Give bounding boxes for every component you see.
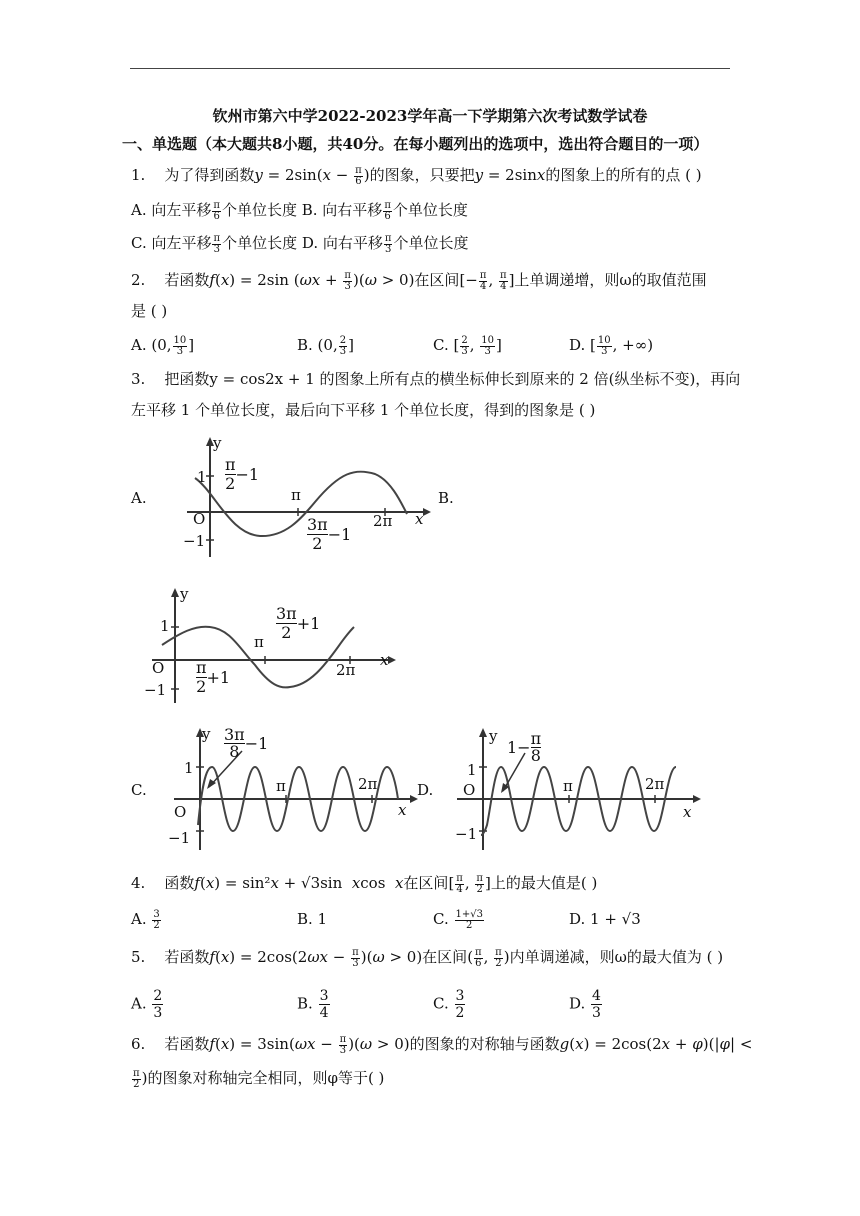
graph-d-neg1: −1 — [455, 825, 478, 843]
graph-b-y-label: y — [180, 585, 189, 603]
q3-label-d: D. — [417, 781, 434, 799]
graph-c-origin: O — [174, 803, 187, 821]
graph-b-one: 1 — [160, 617, 170, 635]
graph-b-x-label: x — [380, 651, 389, 669]
graph-d — [445, 725, 705, 855]
question-3-cont: 左平移 1 个单位长度，最后向下平移 1 个单位长度，得到的图象是 ( ) — [131, 401, 596, 419]
graph-c-svg — [162, 725, 422, 855]
question-6: 6. 若函数f(x) = 3sin(ωx − $\frac{\pi}{3}$ )(ω > 0)的图象的对称轴与函数g(x) = 2cos(2x + φ)(|φ| < — [131, 1033, 753, 1056]
section-heading: 一、单选题（本大题共8小题，共40分。在每小题列出的选项中，选出符合题目的一项） — [122, 135, 709, 153]
graph-a-y-label: y — [213, 434, 222, 452]
graph-a-origin: O — [193, 510, 206, 528]
graph-b-pi: π — [254, 633, 264, 651]
graph-a-neg1: −1 — [183, 532, 206, 550]
graph-a-one: 1 — [197, 468, 207, 486]
q3-label-a: A. — [131, 489, 147, 507]
graph-c-pi: π — [276, 777, 286, 795]
graph-b-2pi: 2π — [336, 661, 356, 679]
graph-b-neg1: −1 — [144, 681, 167, 699]
q3-label-c: C. — [131, 781, 147, 799]
graph-a-pi: π — [291, 486, 301, 504]
graph-c-one: 1 — [184, 759, 194, 777]
graph-c — [162, 725, 422, 855]
question-3: 3. 把函数y = cos2x + 1 的图象上所有点的横坐标伸长到原来的 2 倍(纵坐标不变)，再向 — [131, 370, 741, 388]
question-2: 2. 若函数f(x) = 2sin (ωx + $\frac{\pi}{3}$ )(ω > 0)在区间[− $\frac{\pi}{4}$ , $\frac{\pi}{4}$ ]上单调递增，则ω的取值范围 — [131, 269, 707, 292]
graph-d-y-label: y — [489, 727, 498, 745]
graph-a-x-label: x — [415, 510, 424, 528]
graph-a-2pi: 2π — [373, 512, 393, 530]
question-1: 1. 为了得到函数y = 2sin(x − $\frac{\pi}{6}$ )的图象，只要把y = 2sinx的图象上的所有的点 ( ) — [131, 164, 702, 187]
q1-options-ab: A. 向左平移 $\frac{\pi}{6}$ 个单位长度 B. 向右平移 $\frac{\pi}{6}$ 个单位长度 — [131, 199, 468, 222]
graph-b-annotation-1: 3π 2 +1 — [276, 604, 321, 642]
graph-c-2pi: 2π — [358, 775, 378, 793]
page-title: 钦州市第六中学2022-2023学年高一下学期第六次考试数学试卷 — [212, 107, 648, 125]
graph-d-origin: O — [463, 781, 476, 799]
graph-b — [140, 585, 400, 705]
graph-a-annotation-1: π 2 −1 — [225, 455, 260, 493]
graph-a — [175, 432, 435, 562]
question-2-cont: 是 ( ) — [131, 302, 168, 320]
graph-c-y-label: y — [202, 725, 211, 743]
header-rule — [130, 68, 730, 69]
graph-d-x-label: x — [683, 803, 692, 821]
graph-b-annotation-2: π 2 +1 — [196, 658, 231, 696]
graph-d-svg — [445, 725, 705, 855]
graph-d-2pi: 2π — [645, 775, 665, 793]
graph-a-annotation-2: 3π 2 −1 — [307, 515, 352, 553]
graph-c-neg1: −1 — [168, 829, 191, 847]
graph-b-origin: O — [152, 659, 165, 677]
q3-label-b: B. — [438, 489, 454, 507]
q1-options-cd: C. 向左平移 $\frac{\pi}{3}$ 个单位长度 D. 向右平移 $\frac{\pi}{3}$ 个单位长度 — [131, 232, 469, 255]
graph-c-annotation-1: 3π 8 −1 — [224, 725, 269, 761]
graph-d-one: 1 — [467, 761, 477, 779]
question-4: 4. 函数f(x) = sin²x + √3sin xcos x在区间[ $\frac{\pi}{4}$ , $\frac{\pi}{2}$ ]上的最大值是( ) — [131, 872, 598, 895]
graph-b-svg — [140, 585, 400, 705]
graph-d-pi: π — [563, 777, 573, 795]
question-6-cont: $\frac{\pi}{2}$ )的图象对称轴完全相同，则φ等于( ) — [133, 1067, 385, 1090]
question-5: 5. 若函数f(x) = 2cos(2ωx − $\frac{\pi}{3}$ )(ω > 0)在区间( $\frac{\pi}{6}$ , $\frac{\pi}{2}$ )内单调递减，则ω的最大值为 ( ) — [131, 946, 724, 969]
graph-c-x-label: x — [398, 801, 407, 819]
graph-d-annotation-1: 1− $\frac{\pi}{8}$ — [507, 729, 542, 765]
